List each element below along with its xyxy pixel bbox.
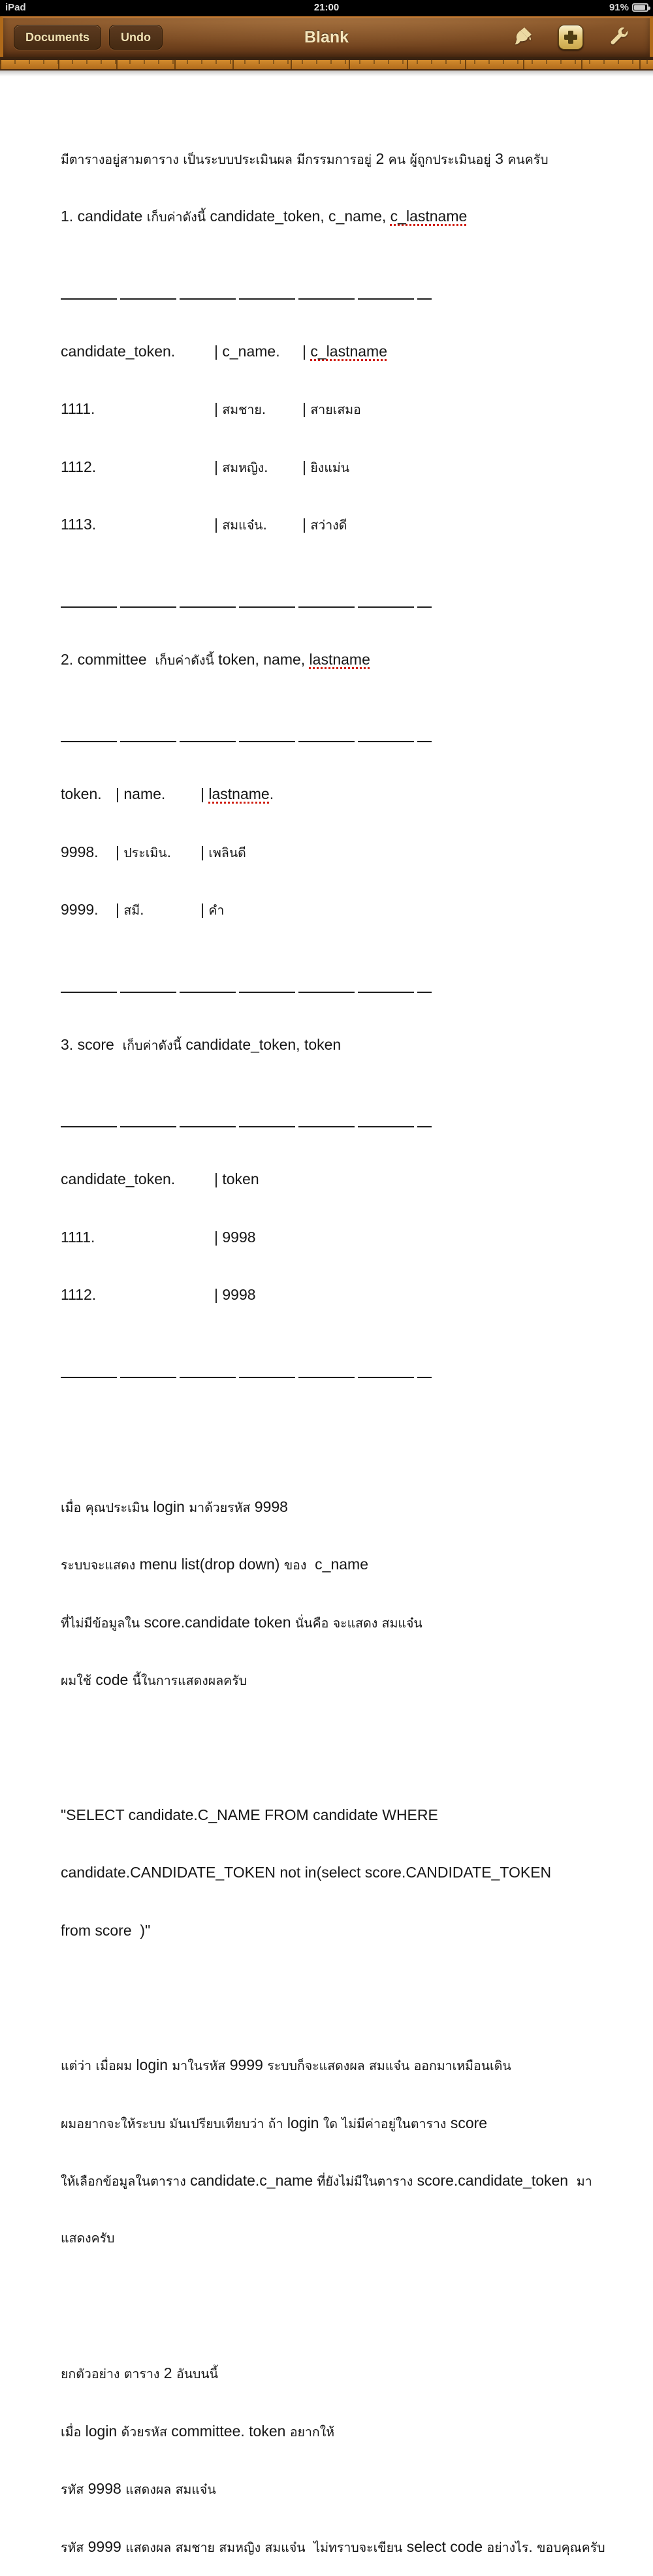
table-separator: [61, 977, 633, 997]
table-cell: | สมี.: [116, 901, 144, 918]
documents-button[interactable]: Documents: [14, 25, 101, 50]
misspelled-word: c_lastname: [390, 208, 468, 225]
table-cell: 1112.: [61, 458, 97, 475]
blank-line: [61, 2287, 633, 2306]
table-cell: | สายเสมอ: [302, 400, 361, 417]
table-cell: | 9998: [214, 1228, 256, 1246]
table-cell: | c_lastname: [302, 342, 387, 360]
status-bar: [0, 0, 653, 16]
paragraph-line: ระบบจะแสดง menu list(drop down) ของ c_name: [61, 1556, 368, 1573]
paintbrush-icon: [511, 25, 534, 50]
table-cell: | lastname.: [200, 785, 274, 802]
sql-line: "SELECT candidate.C_NAME FROM candidate WHERE: [61, 1806, 438, 1823]
ruler: [0, 57, 653, 71]
table-separator: [61, 284, 633, 304]
paragraph-line: แสดงครับ: [61, 2231, 115, 2246]
sql-line: candidate.CANDIDATE_TOKEN not in(select score.CANDIDATE_TOKEN: [61, 1864, 552, 1881]
table-cell: | สว่างดี: [302, 516, 347, 533]
table-cell: | คำ: [200, 901, 225, 918]
tools-button[interactable]: [608, 25, 630, 50]
table-cell: token.: [61, 785, 102, 802]
table-separator: [61, 1362, 633, 1382]
table-cell: 9998.: [61, 843, 99, 860]
sql-line: from score )": [61, 1921, 151, 1939]
blank-line: [61, 1729, 633, 1748]
table-cell: | ยิงแม่น: [302, 458, 350, 475]
document-title: Blank: [304, 27, 349, 46]
table-row: [61, 900, 633, 920]
plus-icon: [558, 25, 583, 50]
table-cell: | สมชาย.: [214, 400, 266, 417]
undo-button[interactable]: Undo: [109, 25, 163, 50]
table-cell: 9999.: [61, 901, 99, 918]
paragraph-line: เมื่อ คุณประเมิน login มาด้วยรหัส 9998: [61, 1498, 288, 1515]
document-page[interactable]: [0, 76, 653, 2576]
page-shadow: [0, 71, 653, 76]
table-cell: candidate_token.: [61, 1170, 176, 1187]
table-cell: | name.: [116, 785, 166, 802]
table2-header: [61, 785, 633, 804]
table-cell: | token: [214, 1170, 259, 1187]
table-cell: | 9998: [214, 1286, 256, 1303]
table-cell: | ประเมิน.: [116, 843, 171, 860]
table-separator: [61, 592, 633, 612]
status-clock: 21:00: [313, 2, 340, 13]
table-cell: 1111.: [61, 1228, 95, 1246]
paragraph-line: รหัส 9998 แสดงผล สมแจ๋น: [61, 2480, 216, 2497]
toolbar: [0, 16, 653, 57]
table-row: [61, 515, 633, 535]
format-button[interactable]: [511, 25, 534, 50]
blank-line: [61, 1979, 633, 1998]
table-row: [61, 843, 633, 862]
misspelled-word: lastname: [208, 785, 270, 802]
table3-header: [61, 1170, 633, 1189]
device-label: iPad: [5, 2, 26, 13]
paragraph-line: ที่ไม่มีข้อมูลใน score.candidate token นั่นคือ จะแสดง สมแจ๋น: [61, 1613, 422, 1631]
table2-title: 2. committee เก็บค่าดังนี้ token, name, lastname: [61, 650, 370, 668]
table3-title: 3. score เก็บค่าดังนี้ candidate_token, token: [61, 1035, 342, 1053]
paragraph-line: แต่ว่า เมื่อผม login มาในรหัส 9999 ระบบก็จะแสดงผล สมแจ๋น ออกมาเหมือนเดิน: [61, 2056, 511, 2073]
paragraph-line: ยกตัวอย่าง ตาราง 2 อันบนนี้: [61, 2364, 219, 2381]
table-cell: 1112.: [61, 1286, 97, 1303]
paragraph-line: ให้เลือกข้อมูลในตาราง candidate.c_name ที่ยังไม่มีในตาราง score.candidate_token มา: [61, 2172, 592, 2189]
paragraph-line: รหัส 9999 แสดงผล สมชาย สมหญิง สมแจ๋น ไม่ทราบจะเขียน select code อย่างไร. ขอบคุณครับ: [61, 2537, 605, 2555]
table-cell: | สมหญิง.: [214, 458, 268, 475]
table-row: [61, 1285, 633, 1305]
table-cell: candidate_token.: [61, 342, 176, 360]
intro-line: [61, 149, 633, 169]
misspelled-word: c_lastname: [310, 342, 387, 360]
intro-text: มีตารางอยู่สามตาราง เป็นระบบประเมินผล มีกรรมการอยู่ 2 คน ผู้ถูกประเมินอยู่ 3 คนครับ: [61, 149, 549, 167]
table-row: [61, 1228, 633, 1248]
insert-button[interactable]: [558, 25, 583, 50]
paragraph-line: ผมใช้ code นี้ในการแสดงผลครับ: [61, 1671, 247, 1688]
wrench-icon: [608, 25, 630, 50]
table-cell: | สมแจ๋น.: [214, 516, 267, 533]
paragraph-line: เมื่อ login ด้วยรหัส committee. token อยากให้: [61, 2422, 335, 2440]
table-separator: [61, 727, 633, 747]
table-cell: 1111.: [61, 400, 95, 417]
battery-percent: 91%: [609, 2, 629, 13]
table-cell: | c_name.: [214, 342, 280, 360]
table-row: [61, 400, 633, 419]
table1-title: 1. candidate เก็บค่าดังนี้ candidate_token, c_name, c_lastname: [61, 208, 468, 225]
table-cell: 1113.: [61, 516, 97, 533]
paragraph-line: ผมอยากจะให้ระบบ มันเปรียบเทียบว่า ถ้า login ใด ไม่มีค่าอยู่ในตาราง score: [61, 2114, 488, 2131]
table-cell: | เพลินดี: [200, 843, 246, 860]
battery-icon: [632, 3, 648, 12]
table1-header: [61, 342, 633, 362]
misspelled-word: lastname: [309, 650, 370, 668]
table-separator: [61, 1112, 633, 1132]
table-row: [61, 458, 633, 477]
blank-line: [61, 1421, 633, 1440]
